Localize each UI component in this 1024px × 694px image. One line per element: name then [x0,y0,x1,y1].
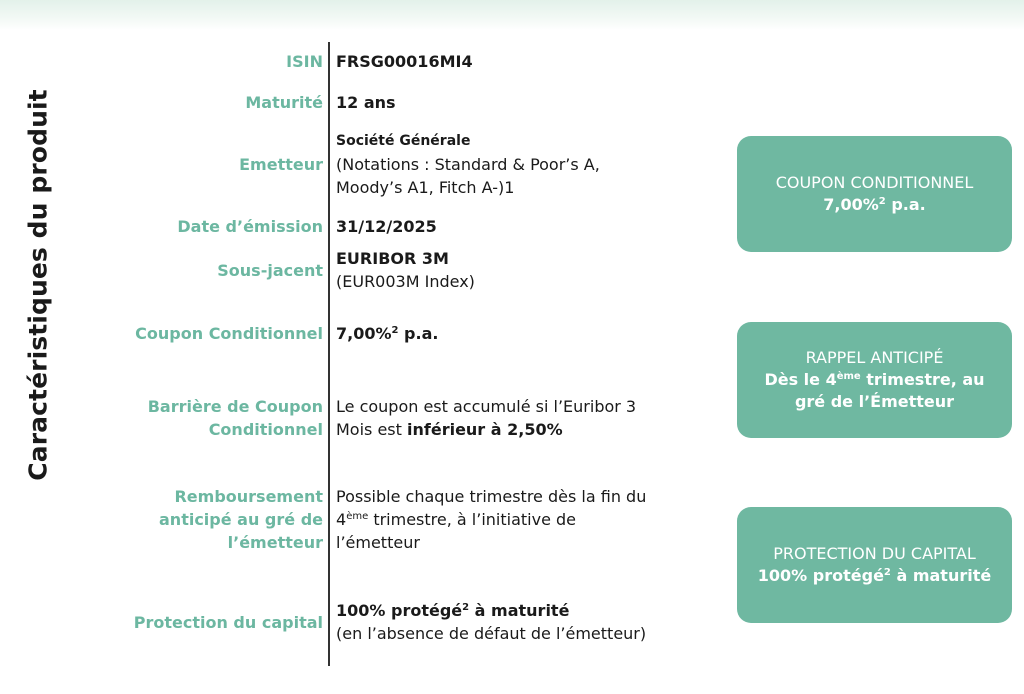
card-rappel-line2: gré de l’Émetteur [794,392,955,411]
label-remboursement-line2: anticipé au gré de [159,510,323,529]
card-coupon-pa: p.a. [885,195,926,214]
value-protection-maturity: à maturité [469,601,570,620]
value-barriere-text: Mois est [336,420,407,439]
value-protection-sub: (en l’absence de défaut de l’émetteur) [336,624,647,643]
value-coupon-pa: p.a. [398,324,439,343]
label-barriere-line1: Barrière de Coupon [147,397,323,416]
label-maturite: Maturité [245,93,323,112]
label-date-emission: Date d’émission [177,217,323,236]
label-remboursement-line3: l’émetteur [227,533,323,552]
card-rappel-line1-text: Dès le 4 [764,370,837,389]
card-coupon-footnote: 2 [878,196,886,207]
value-maturite: 12 ans [336,93,396,112]
value-protection-amount: 100% protégé [336,601,463,620]
card-protection-maturity: à maturité [890,566,992,585]
card-protection-amount: 100% protégé [757,566,884,585]
card-rappel [737,322,1012,438]
value-remboursement-line1: Possible chaque trimestre dès la fin du [336,487,647,506]
value-protection-footnote: 2 [462,602,470,613]
side-title [15,84,60,486]
label-sous-jacent: Sous-jacent [217,261,323,280]
card-rappel-line1-sup: ème [836,371,861,382]
value-date-emission: 31/12/2025 [336,217,437,236]
value-barriere-line1: Le coupon est accumulé si l’Euribor 3 [336,397,637,416]
value-emetteur-name: Société Générale [336,133,471,149]
value-barriere-line2 [336,419,563,441]
value-coupon-rate: 7,00% [336,324,392,343]
card-rappel-line1-post: trimestre, au [860,370,985,389]
side-title-text: Caractéristiques du produit [23,89,52,481]
value-protection [336,600,569,622]
value-emetteur-line2: Moody’s A1, Fitch A-)1 [336,178,515,197]
vertical-divider [328,42,330,666]
value-remboursement-line2 [336,509,576,531]
card-coupon [737,136,1012,252]
label-remboursement-line1: Remboursement [174,487,323,506]
card-rappel-line1 [764,369,984,391]
value-remboursement-text: trimestre, à l’initiative de [368,510,576,529]
value-remboursement-line3: l’émetteur [336,533,420,552]
card-coupon-value [823,194,925,216]
card-coupon-title: COUPON CONDITIONNEL [775,173,974,192]
label-coupon: Coupon Conditionnel [135,324,323,343]
label-barriere-line2: Conditionnel [208,420,323,439]
value-coupon [336,323,438,345]
top-band [0,0,1024,30]
value-remboursement-num: 4 [336,510,347,529]
card-protection-footnote: 2 [883,567,891,578]
value-emetteur-line1: (Notations : Standard & Poor’s A, [336,155,600,174]
card-coupon-rate: 7,00% [823,195,879,214]
card-protection-value [758,565,991,587]
label-protection: Protection du capital [133,613,323,632]
value-sous-jacent-sub: (EUR003M Index) [336,272,475,291]
value-barriere-threshold: inférieur à 2,50% [407,420,563,439]
value-sous-jacent: EURIBOR 3M [336,249,449,268]
card-rappel-title: RAPPEL ANTICIPÉ [805,348,944,367]
value-coupon-footnote: 2 [391,325,399,336]
label-isin: ISIN [286,52,323,71]
value-isin: FRSG00016MI4 [336,52,473,71]
value-remboursement-sup: ème [346,511,369,522]
label-emetteur: Emetteur [239,155,323,174]
card-protection-title: PROTECTION DU CAPITAL [773,544,976,563]
card-protection [737,507,1012,623]
